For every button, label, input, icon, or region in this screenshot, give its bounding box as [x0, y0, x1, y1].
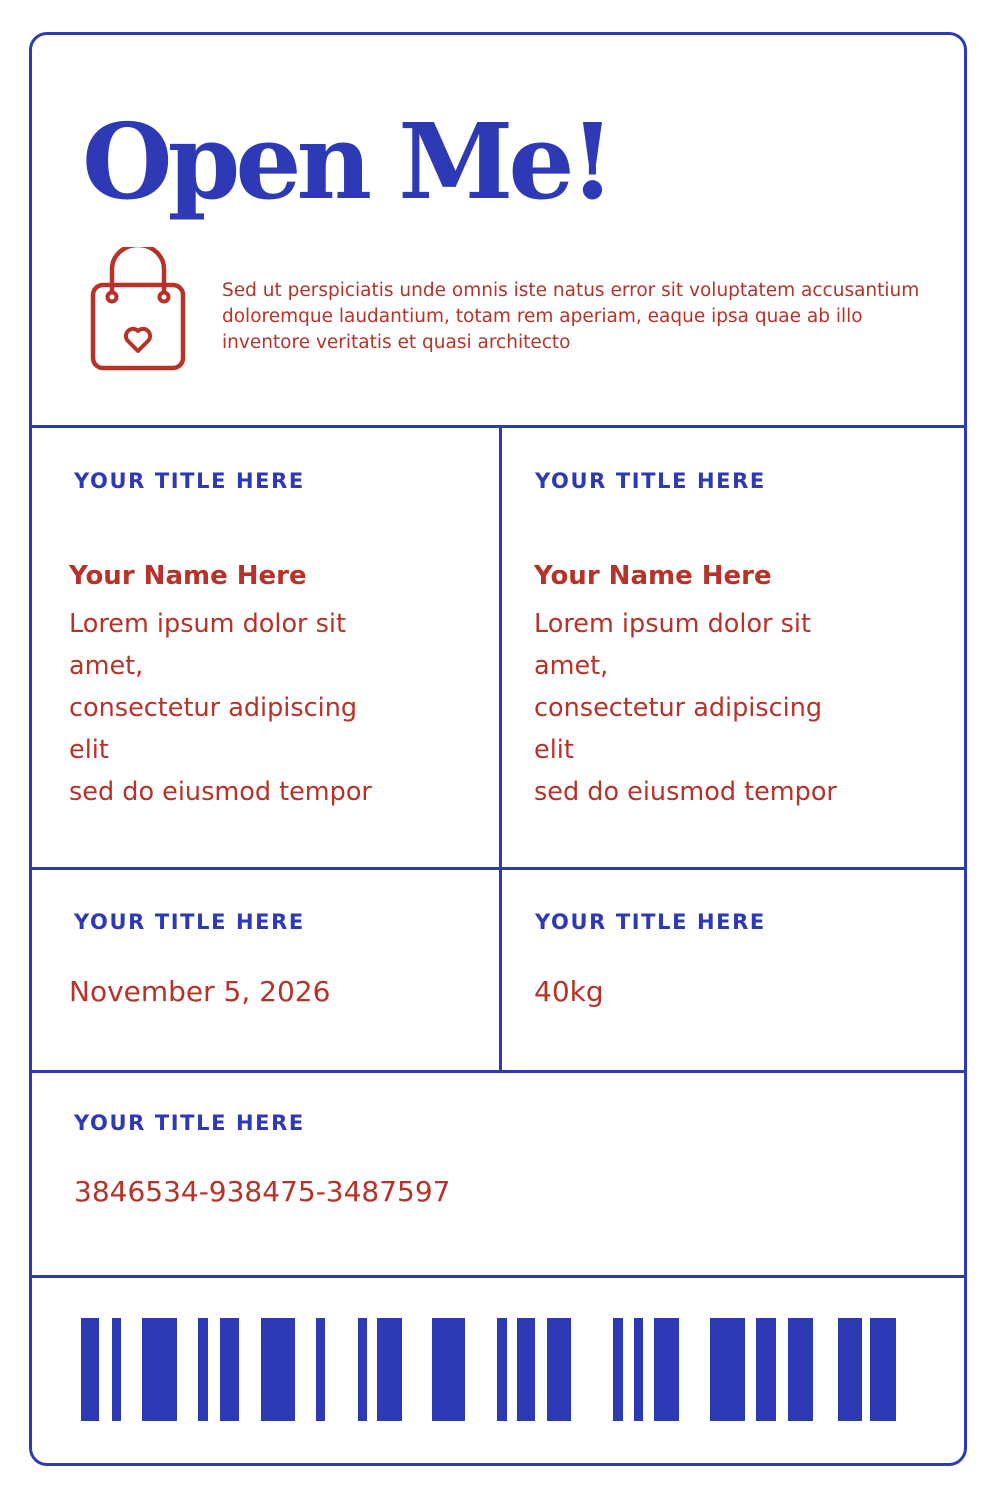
barcode-bar [316, 1318, 325, 1421]
weight-value: 40kg [534, 975, 604, 1008]
tracking-label: YOUR TITLE HERE [74, 1111, 305, 1135]
recipient-address-line: Lorem ipsum dolor sit [534, 609, 812, 639]
recipient-address-line: elit [534, 735, 574, 765]
sender-address-line: sed do eiusmod tempor [69, 777, 372, 807]
barcode-bar [838, 1318, 862, 1421]
shipping-label-card [29, 32, 967, 1466]
barcode-bar [870, 1318, 896, 1421]
details-divider [32, 1070, 964, 1073]
sender-address-line: consectetur adipiscing [69, 693, 358, 723]
recipient-address-line: sed do eiusmod tempor [534, 777, 837, 807]
barcode [32, 1318, 967, 1428]
sender-label: YOUR TITLE HERE [74, 469, 305, 493]
barcode-divider [32, 1275, 964, 1278]
date-label: YOUR TITLE HERE [74, 910, 305, 934]
sender-address-line: amet, [69, 651, 144, 681]
barcode-bar [788, 1318, 813, 1421]
recipient-label: YOUR TITLE HERE [535, 469, 766, 493]
weight-label: YOUR TITLE HERE [535, 910, 766, 934]
column-divider-top [499, 425, 502, 870]
sender-name: Your Name Here [69, 561, 307, 591]
barcode-bar [198, 1318, 208, 1421]
barcode-bar [142, 1318, 177, 1421]
barcode-bar [358, 1318, 367, 1421]
address-divider [32, 867, 964, 870]
recipient-address-line: amet, [534, 651, 609, 681]
header-divider [32, 425, 964, 428]
sender-address-line: Lorem ipsum dolor sit [69, 609, 347, 639]
barcode-bar [756, 1318, 776, 1421]
date-value: November 5, 2026 [69, 975, 331, 1008]
barcode-bar [261, 1318, 295, 1421]
barcode-bar [377, 1318, 402, 1421]
barcode-bar [613, 1318, 623, 1421]
barcode-bar [81, 1318, 99, 1421]
recipient-name: Your Name Here [534, 561, 772, 591]
recipient-address-line: consectetur adipiscing [534, 693, 823, 723]
barcode-bar [654, 1318, 679, 1421]
page-title: Open Me! [82, 100, 611, 223]
barcode-bar [497, 1318, 507, 1421]
barcode-bar [710, 1318, 745, 1421]
barcode-bar [547, 1318, 571, 1421]
barcode-bar [634, 1318, 643, 1421]
barcode-bar [112, 1318, 121, 1421]
tracking-number: 3846534-938475-3487597 [74, 1175, 451, 1208]
barcode-bar [517, 1318, 535, 1421]
barcode-bar [220, 1318, 239, 1421]
shopping-bag-heart-icon [88, 247, 188, 375]
sender-address-line: elit [69, 735, 109, 765]
intro-text: Sed ut perspiciatis unde omnis iste natus error sit voluptatem accusantium doloremque laudantium, totam rem aperiam, eaque ipsa quae ab illo inventore veritatis et quasi architecto [222, 280, 920, 353]
barcode-bar [432, 1318, 465, 1421]
column-divider-bottom [499, 867, 502, 1073]
